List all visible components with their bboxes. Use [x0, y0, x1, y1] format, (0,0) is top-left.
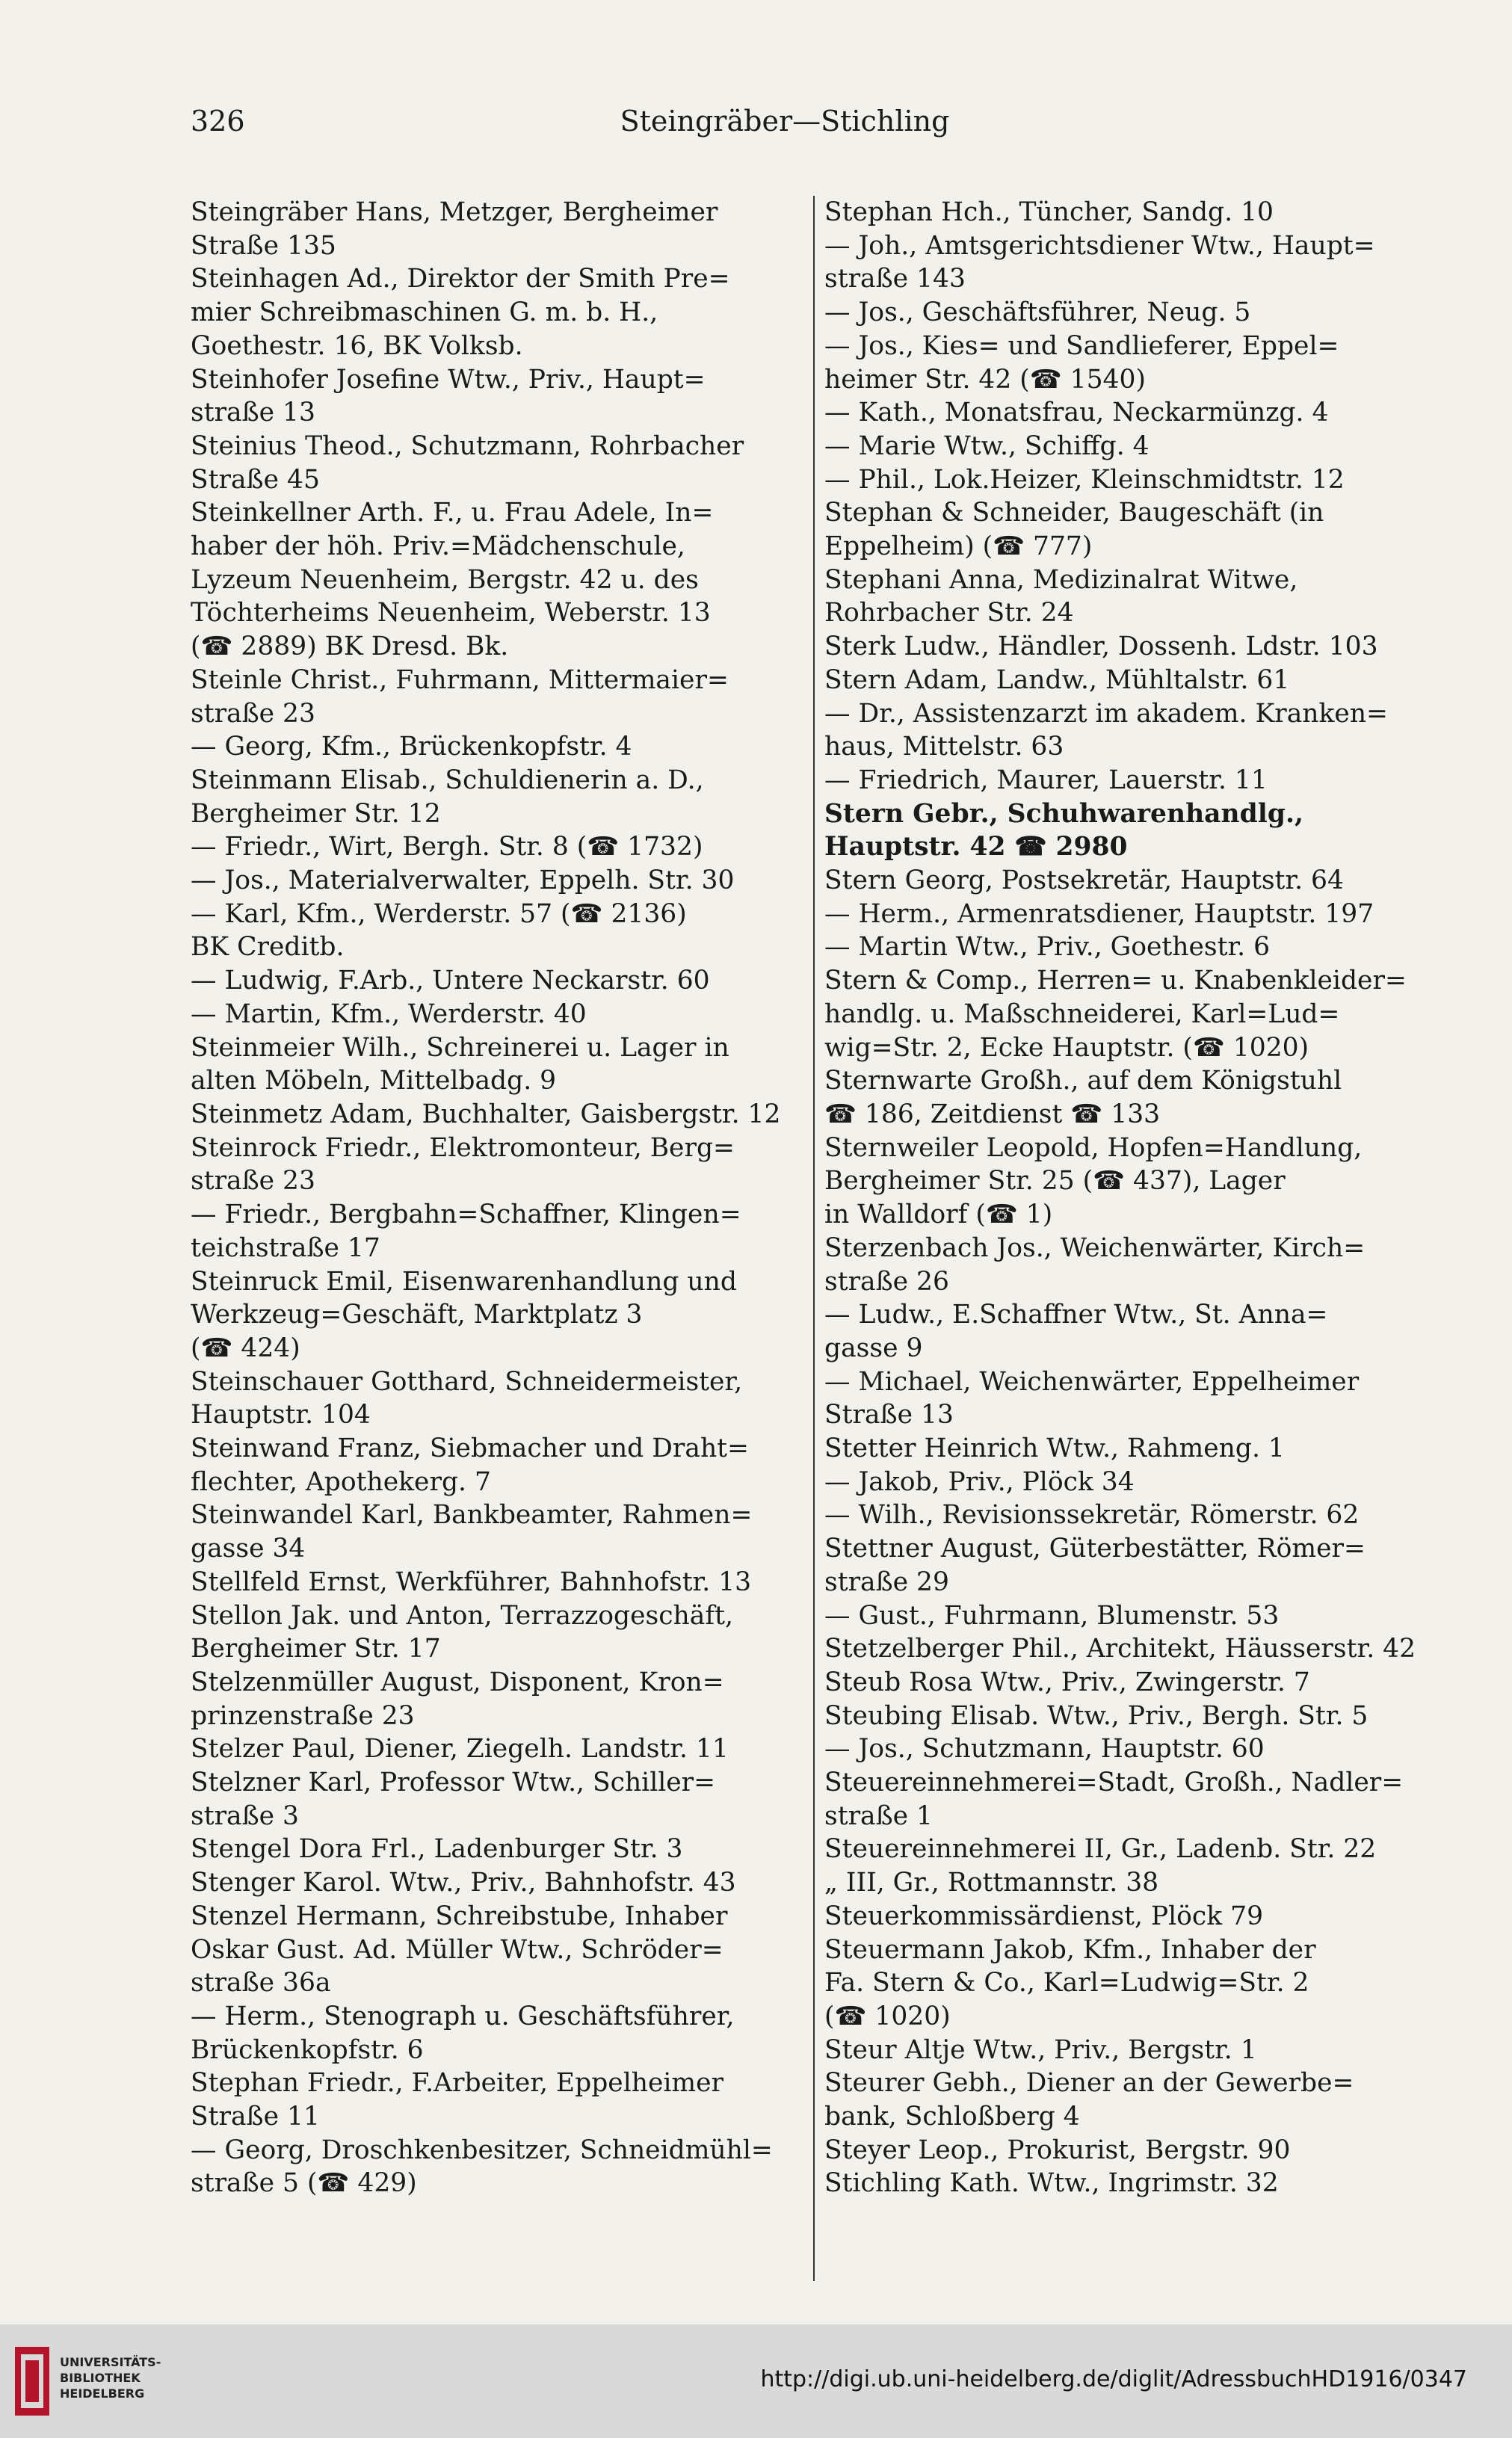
entry-line: — Gust., Fuhrmann, Blumenstr. 53 [824, 1600, 1280, 1631]
directory-entry [824, 898, 1431, 931]
page-header [191, 105, 1379, 149]
column-divider [813, 196, 815, 2281]
entry-line: straße 5 (☎ 429) [191, 2168, 417, 2199]
directory-entry [824, 1466, 1431, 1499]
entry-line: alten Möbeln, Mittelbadg. 9 [191, 1066, 557, 1096]
directory-entry [191, 1031, 797, 1098]
entry-line: — Friedr., Wirt, Bergh. Str. 8 (☎ 1732) [191, 832, 703, 862]
entry-line: Steinrock Friedr., Elektromonteur, Berg= [191, 1132, 735, 1163]
directory-entry [824, 1766, 1431, 1833]
directory-entry [191, 1566, 797, 1599]
permalink-url[interactable]: http://digi.ub.uni-heidelberg.de/diglit/AdressbuchHD1916/0347 [760, 2366, 1467, 2392]
directory-entry [191, 864, 797, 898]
entry-line: mier Schreibmaschinen G. m. b. H., [191, 297, 658, 328]
directory-entry [191, 1132, 797, 1198]
directory-entry [824, 1365, 1431, 1432]
directory-entry [191, 764, 797, 830]
directory-entry [824, 2034, 1431, 2067]
entry-line: Steuermann Jakob, Kfm., Inhaber der [824, 1934, 1316, 1965]
directory-entry [191, 1732, 797, 1766]
directory-entry [191, 1198, 797, 1265]
entry-line: — Michael, Weichenwärter, Eppelheimer [824, 1366, 1360, 1397]
entry-line: Steinwand Franz, Siebmacher und Draht= [191, 1434, 749, 1464]
directory-entry [824, 1833, 1431, 1866]
directory-entry [191, 2067, 797, 2133]
entry-line: Stephani Anna, Medizinalrat Witwe, [824, 564, 1298, 595]
entry-line: Steingräber Hans, Metzger, Bergheimer [191, 197, 718, 227]
entry-line: — Phil., Lok.Heizer, Kleinschmidtstr. 12 [824, 464, 1345, 495]
entry-line: Steinius Theod., Schutzmann, Rohrbacher [191, 430, 744, 461]
entry-line: Stephan Hch., Tüncher, Sandg. 10 [824, 197, 1274, 227]
entry-line: Fa. Stern & Co., Karl=Ludwig=Str. 2 [824, 1968, 1309, 1999]
directory-entry [824, 797, 1431, 864]
directory-entry [824, 2067, 1431, 2133]
entry-line: in Walldorf (☎ 1) [824, 1200, 1053, 1230]
entry-line: Stephan & Schneider, Baugeschäft (in [824, 498, 1324, 528]
entry-line: prinzenstraße 23 [191, 1700, 415, 1731]
entry-line: Steinhagen Ad., Direktor der Smith Pre= [191, 264, 730, 294]
entry-line: Stern Georg, Postsekretär, Hauptstr. 64 [824, 865, 1344, 896]
directory-entry [191, 998, 797, 1031]
entry-line: Eppelheim) (☎ 777) [824, 531, 1093, 562]
running-head: Steingräber—Stichling [620, 105, 950, 138]
entry-line: Sterzenbach Jos., Weichenwärter, Kirch= [824, 1232, 1366, 1263]
entry-line: Steinhofer Josefine Wtw., Priv., Haupt= [191, 364, 706, 395]
entry-line: — Marie Wtw., Schiffg. 4 [824, 430, 1150, 461]
entry-line: Oskar Gust. Ad. Müller Wtw., Schröder= [191, 1934, 723, 1965]
directory-entry [191, 196, 797, 262]
entry-line: (☎ 1020) [824, 2001, 951, 2031]
directory-entry [824, 1599, 1431, 1633]
left-column [191, 196, 797, 2200]
directory-entry [824, 1132, 1431, 1232]
directory-entry [824, 1732, 1431, 1766]
entry-line: Stephan Friedr., F.Arbeiter, Eppelheimer [191, 2068, 724, 2099]
entry-line: Steyer Leop., Prokurist, Bergstr. 90 [824, 2135, 1291, 2165]
directory-entry [191, 1599, 797, 1666]
directory-entry [824, 1700, 1431, 1733]
directory-entry [824, 496, 1431, 563]
entry-line: Steinwandel Karl, Bankbeamter, Rahmen= [191, 1500, 753, 1531]
entry-line: Stichling Kath. Wtw., Ingrimstr. 32 [824, 2168, 1279, 2199]
directory-entry [824, 1900, 1431, 1934]
directory-entry [824, 864, 1431, 898]
directory-entry [191, 262, 797, 362]
entry-line: straße 36a [191, 1968, 331, 1999]
entry-line: Sternwarte Großh., auf dem Königstuhl [824, 1066, 1342, 1096]
entry-line: (☎ 2889) BK Dresd. Bk. [191, 632, 509, 662]
entry-line: Steinruck Emil, Eisenwarenhandlung und [191, 1266, 737, 1297]
entry-line: gasse 34 [191, 1534, 306, 1564]
entry-line: Stenzel Hermann, Schreibstube, Inhaber [191, 1901, 728, 1931]
directory-entry [191, 496, 797, 664]
entry-line: ☎ 186, Zeitdienst ☎ 133 [824, 1099, 1161, 1129]
directory-entry [191, 1265, 797, 1365]
entry-line: Stellfeld Ernst, Werkführer, Bahnhofstr. 13 [191, 1567, 752, 1597]
entry-line: Bergheimer Str. 25 (☎ 437), Lager [824, 1166, 1286, 1197]
logo-line: BIBLIOTHEK [60, 2371, 141, 2385]
entry-line: Stern Gebr., Schuhwarenhandlg., [824, 798, 1303, 829]
entry-line: — Georg, Kfm., Brückenkopfstr. 4 [191, 732, 632, 762]
university-seal-icon [15, 2347, 49, 2416]
entry-line: Straße 11 [191, 2102, 320, 2132]
entry-line: gasse 9 [824, 1333, 923, 1363]
entry-line: — Martin, Kfm., Werderstr. 40 [191, 999, 587, 1029]
directory-entry [191, 430, 797, 496]
entry-line: straße 23 [191, 698, 315, 729]
directory-entry [824, 764, 1431, 797]
entry-line: Stetzelberger Phil., Architekt, Häusserstr. 42 [824, 1634, 1416, 1664]
directory-entry [824, 296, 1431, 330]
entry-line: Steinschauer Gotthard, Schneidermeister, [191, 1366, 743, 1397]
entry-line: — Ludwig, F.Arb., Untere Neckarstr. 60 [191, 966, 710, 996]
entry-line: — Ludw., E.Schaffner Wtw., St. Anna= [824, 1300, 1328, 1330]
entry-line: straße 143 [824, 264, 966, 294]
directory-entry [824, 1432, 1431, 1466]
entry-line: — Herm., Stenograph u. Geschäftsführer, [191, 2001, 735, 2031]
entry-line: Sternweiler Leopold, Hopfen=Handlung, [824, 1132, 1363, 1163]
directory-entry [824, 1934, 1431, 2034]
entry-line: Lyzeum Neuenheim, Bergstr. 42 u. des [191, 564, 699, 595]
directory-entry [824, 463, 1431, 497]
entry-line: Stelzner Karl, Professor Wtw., Schiller= [191, 1768, 716, 1798]
directory-entry [824, 1232, 1431, 1298]
directory-entry [191, 1365, 797, 1432]
entry-line: Steuereinnehmerei II, Gr., Ladenb. Str. 22 [824, 1834, 1377, 1865]
directory-entry [824, 2167, 1431, 2200]
entry-line: Rohrbacher Str. 24 [824, 598, 1074, 629]
entry-line: wig=Str. 2, Ecke Hauptstr. (☎ 1020) [824, 1032, 1309, 1063]
directory-entry [824, 964, 1431, 1064]
entry-line: Straße 135 [191, 230, 336, 261]
entry-line: handlg. u. Maßschneiderei, Karl=Lud= [824, 999, 1340, 1029]
entry-line: Steinkellner Arth. F., u. Frau Adele, In= [191, 498, 714, 528]
entry-line: haber der höh. Priv.=Mädchenschule, [191, 531, 685, 562]
directory-entry [824, 564, 1431, 630]
entry-line: — Jos., Geschäftsführer, Neug. 5 [824, 297, 1251, 328]
directory-entry [824, 1666, 1431, 1700]
directory-entry [824, 2134, 1431, 2167]
directory-entry [824, 1298, 1431, 1365]
entry-line: Stenger Karol. Wtw., Priv., Bahnhofstr. 43 [191, 1868, 736, 1898]
entry-line: Hauptstr. 42 ☎ 2980 [824, 832, 1128, 862]
directory-entry [191, 363, 797, 430]
entry-line: — Kath., Monatsfrau, Neckarmünzg. 4 [824, 398, 1329, 428]
entry-line: teichstraße 17 [191, 1232, 380, 1263]
entry-line: Steubing Elisab. Wtw., Priv., Bergh. Str. 5 [824, 1700, 1368, 1731]
entry-line: Stelzenmüller August, Disponent, Kron= [191, 1667, 724, 1697]
entry-line: — Wilh., Revisionssekretär, Römerstr. 62 [824, 1500, 1360, 1531]
directory-entry [191, 898, 797, 964]
entry-line: bank, Schloßberg 4 [824, 2102, 1080, 2132]
directory-entry [191, 1432, 797, 1499]
directory-entry [191, 2000, 797, 2067]
entry-line: Steur Altje Wtw., Priv., Bergstr. 1 [824, 2034, 1257, 2065]
entry-line: BK Creditb. [191, 932, 345, 963]
entry-line: Stelzer Paul, Diener, Ziegelh. Landstr. 11 [191, 1734, 729, 1765]
entry-line: — Dr., Assistenzarzt im akadem. Kranken= [824, 698, 1388, 729]
entry-line: straße 3 [191, 1800, 300, 1831]
directory-entry [824, 1499, 1431, 1532]
entry-line: — Karl, Kfm., Werderstr. 57 (☎ 2136) [191, 898, 687, 929]
entry-line: straße 26 [824, 1266, 949, 1297]
directory-entry [824, 1866, 1431, 1900]
logo-line: HEIDELBERG [60, 2386, 145, 2401]
entry-line: Bergheimer Str. 12 [191, 798, 441, 829]
logo-line: UNIVERSITÄTS- [60, 2355, 161, 2369]
directory-entry [824, 630, 1431, 664]
entry-line: Bergheimer Str. 17 [191, 1634, 441, 1664]
entry-line: Steinle Christ., Fuhrmann, Mittermaier= [191, 664, 729, 695]
entry-line: Steinmetz Adam, Buchhalter, Gaisbergstr. 12 [191, 1099, 781, 1129]
directory-entry [191, 730, 797, 764]
entry-line: Brückenkopfstr. 6 [191, 2034, 424, 2065]
entry-line: straße 1 [824, 1800, 934, 1831]
viewer-footer [0, 2324, 1512, 2438]
entry-line: Goethestr. 16, BK Volksb. [191, 330, 523, 361]
entry-line: „ III, Gr., Rottmannstr. 38 [824, 1868, 1159, 1898]
right-column [824, 196, 1431, 2200]
entry-line: Stetter Heinrich Wtw., Rahmeng. 1 [824, 1434, 1285, 1464]
entry-line: — Jakob, Priv., Plöck 34 [824, 1466, 1135, 1497]
directory-entry [824, 330, 1431, 396]
directory-entry [191, 1098, 797, 1132]
directory-entry [191, 2134, 797, 2200]
directory-entry [824, 1532, 1431, 1599]
directory-entry [824, 196, 1431, 229]
entry-line: Stettner August, Güterbestätter, Römer= [824, 1534, 1366, 1564]
entry-line: — Jos., Materialverwalter, Eppelh. Str. 30 [191, 865, 735, 896]
directory-entry [191, 1766, 797, 1833]
entry-line: Töchterheims Neuenheim, Weberstr. 13 [191, 598, 711, 629]
entry-line: flechter, Apothekerg. 7 [191, 1466, 491, 1497]
directory-entry [191, 1900, 797, 2000]
entry-line: (☎ 424) [191, 1333, 300, 1363]
directory-entry [824, 664, 1431, 697]
directory-entry [824, 430, 1431, 463]
entry-line: Steinmeier Wilh., Schreinerei u. Lager in [191, 1032, 729, 1063]
directory-entry [191, 1833, 797, 1866]
entry-line: Steinmann Elisab., Schuldienerin a. D., [191, 765, 704, 795]
entry-line: — Jos., Kies= und Sandlieferer, Eppel= [824, 330, 1339, 361]
entry-line: Steub Rosa Wtw., Priv., Zwingerstr. 7 [824, 1667, 1310, 1697]
entry-line: Steuereinnehmerei=Stadt, Großh., Nadler= [824, 1768, 1404, 1798]
directory-entry [191, 664, 797, 730]
entry-line: — Joh., Amtsgerichtsdiener Wtw., Haupt= [824, 230, 1375, 261]
entry-line: straße 29 [824, 1567, 949, 1597]
entry-line: haus, Mittelstr. 63 [824, 732, 1064, 762]
library-logo-text [60, 2354, 161, 2401]
entry-line: — Friedr., Bergbahn=Schaffner, Klingen= [191, 1200, 741, 1230]
entry-line: Straße 45 [191, 464, 320, 495]
directory-entry [824, 931, 1431, 964]
directory-entry [824, 396, 1431, 430]
directory-entry [191, 830, 797, 864]
entry-line: straße 13 [191, 398, 315, 428]
directory-entry [824, 1064, 1431, 1131]
entry-line: — Herm., Armenratsdiener, Hauptstr. 197 [824, 898, 1374, 929]
entry-line: — Jos., Schutzmann, Hauptstr. 60 [824, 1734, 1265, 1765]
entry-line: Sterk Ludw., Händler, Dossenh. Ldstr. 103 [824, 632, 1378, 662]
entry-line: Stellon Jak. und Anton, Terrazzogeschäft, [191, 1600, 733, 1631]
entry-line: — Friedrich, Maurer, Lauerstr. 11 [824, 765, 1268, 795]
entry-line: straße 23 [191, 1166, 315, 1197]
entry-line: Werkzeug=Geschäft, Marktplatz 3 [191, 1300, 643, 1330]
entry-line: Steurer Gebh., Diener an der Gewerbe= [824, 2068, 1354, 2099]
entry-line: Steuerkommissärdienst, Plöck 79 [824, 1901, 1264, 1931]
directory-entry [191, 1499, 797, 1565]
entry-line: — Martin Wtw., Priv., Goethestr. 6 [824, 932, 1271, 963]
entry-line: Straße 13 [824, 1400, 954, 1431]
entry-line: — Georg, Droschkenbesitzer, Schneidmühl= [191, 2135, 773, 2165]
entry-line: Hauptstr. 104 [191, 1400, 371, 1431]
page-number: 326 [191, 105, 245, 138]
entry-line: Stengel Dora Frl., Ladenburger Str. 3 [191, 1834, 683, 1865]
directory-entry [824, 1632, 1431, 1666]
directory-entry [191, 1866, 797, 1900]
entry-line: heimer Str. 42 (☎ 1540) [824, 364, 1146, 395]
directory-entry [191, 1666, 797, 1732]
directory-entry [824, 229, 1431, 296]
entry-line: Stern Adam, Landw., Mühltalstr. 61 [824, 664, 1290, 695]
directory-entry [824, 697, 1431, 764]
directory-entry [191, 964, 797, 998]
entry-line: Stern & Comp., Herren= u. Knabenkleider= [824, 966, 1407, 996]
